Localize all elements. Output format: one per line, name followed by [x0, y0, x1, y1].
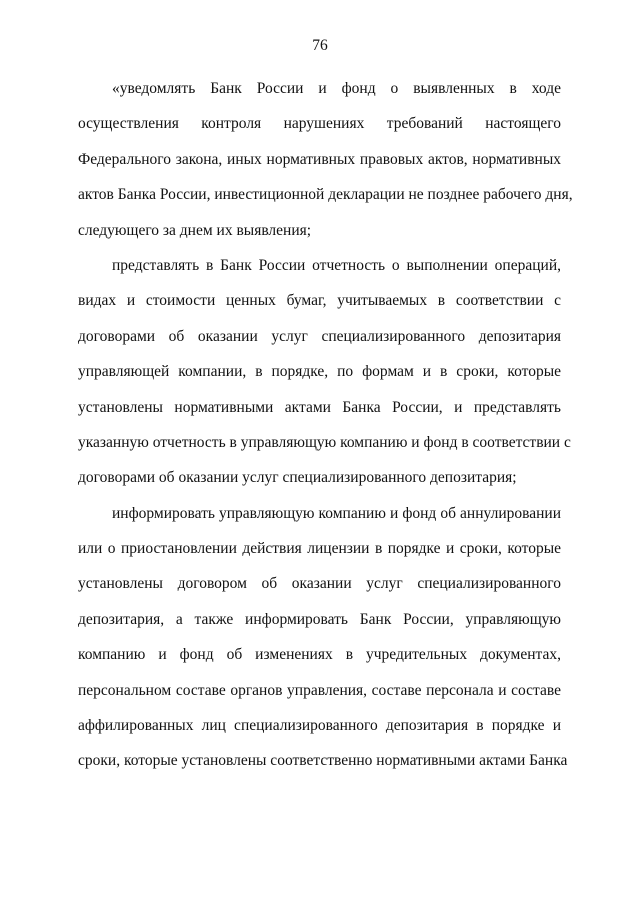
text-line: установлены нормативными актами Банка России, и представлять — [78, 398, 561, 416]
text-line: компанию и фонд об изменениях в учредительных документах, — [78, 646, 561, 664]
text-line: следующего за днем их выявления; — [78, 221, 312, 239]
text-line: Федерального закона, иных нормативных правовых актов, нормативных — [78, 150, 561, 168]
text-line: аффилированных лиц специализированного депозитария в порядке и — [78, 717, 561, 735]
page-number: 76 — [312, 37, 328, 54]
text-line: актов Банка России, инвестиционной декларации не позднее рабочего дня, — [78, 186, 573, 204]
text-line: сроки, которые установлены соответственно нормативными актами Банка — [78, 752, 568, 770]
text-line: представлять в Банк России отчетность о выполнении операций, — [112, 256, 561, 274]
text-line: или о приостановлении действия лицензии в порядке и сроки, которые — [78, 540, 561, 558]
text-line: персональном составе органов управления, составе персонала и составе — [78, 681, 561, 699]
text-line: информировать управляющую компанию и фонд об аннулировании — [112, 504, 561, 522]
text-line: депозитария, а также информировать Банк России, управляющую — [78, 610, 561, 628]
paragraph-report-to-bank — [78, 248, 571, 496]
text-line: осуществления контроля нарушениях требований настоящего — [78, 115, 561, 133]
text-line: договорами об оказании услуг специализированного депозитария — [78, 327, 561, 345]
text-line: указанную отчетность в управляющую компанию и фонд в соответствии с — [78, 433, 571, 451]
text-line: «уведомлять Банк России и фонд о выявленных в ходе — [112, 80, 561, 97]
paragraph-notify-bank — [78, 71, 573, 248]
text-line: установлены договором об оказании услуг специализированного — [78, 575, 561, 593]
text-line: управляющей компании, в порядке, по формам и в сроки, которые — [78, 363, 561, 381]
text-line: договорами об оказании услуг специализированного депозитария; — [78, 469, 517, 487]
text-line: видах и стоимости ценных бумаг, учитываемых в соответствии с — [78, 292, 561, 310]
paragraph-inform-company — [78, 496, 568, 779]
body-text — [78, 71, 573, 779]
